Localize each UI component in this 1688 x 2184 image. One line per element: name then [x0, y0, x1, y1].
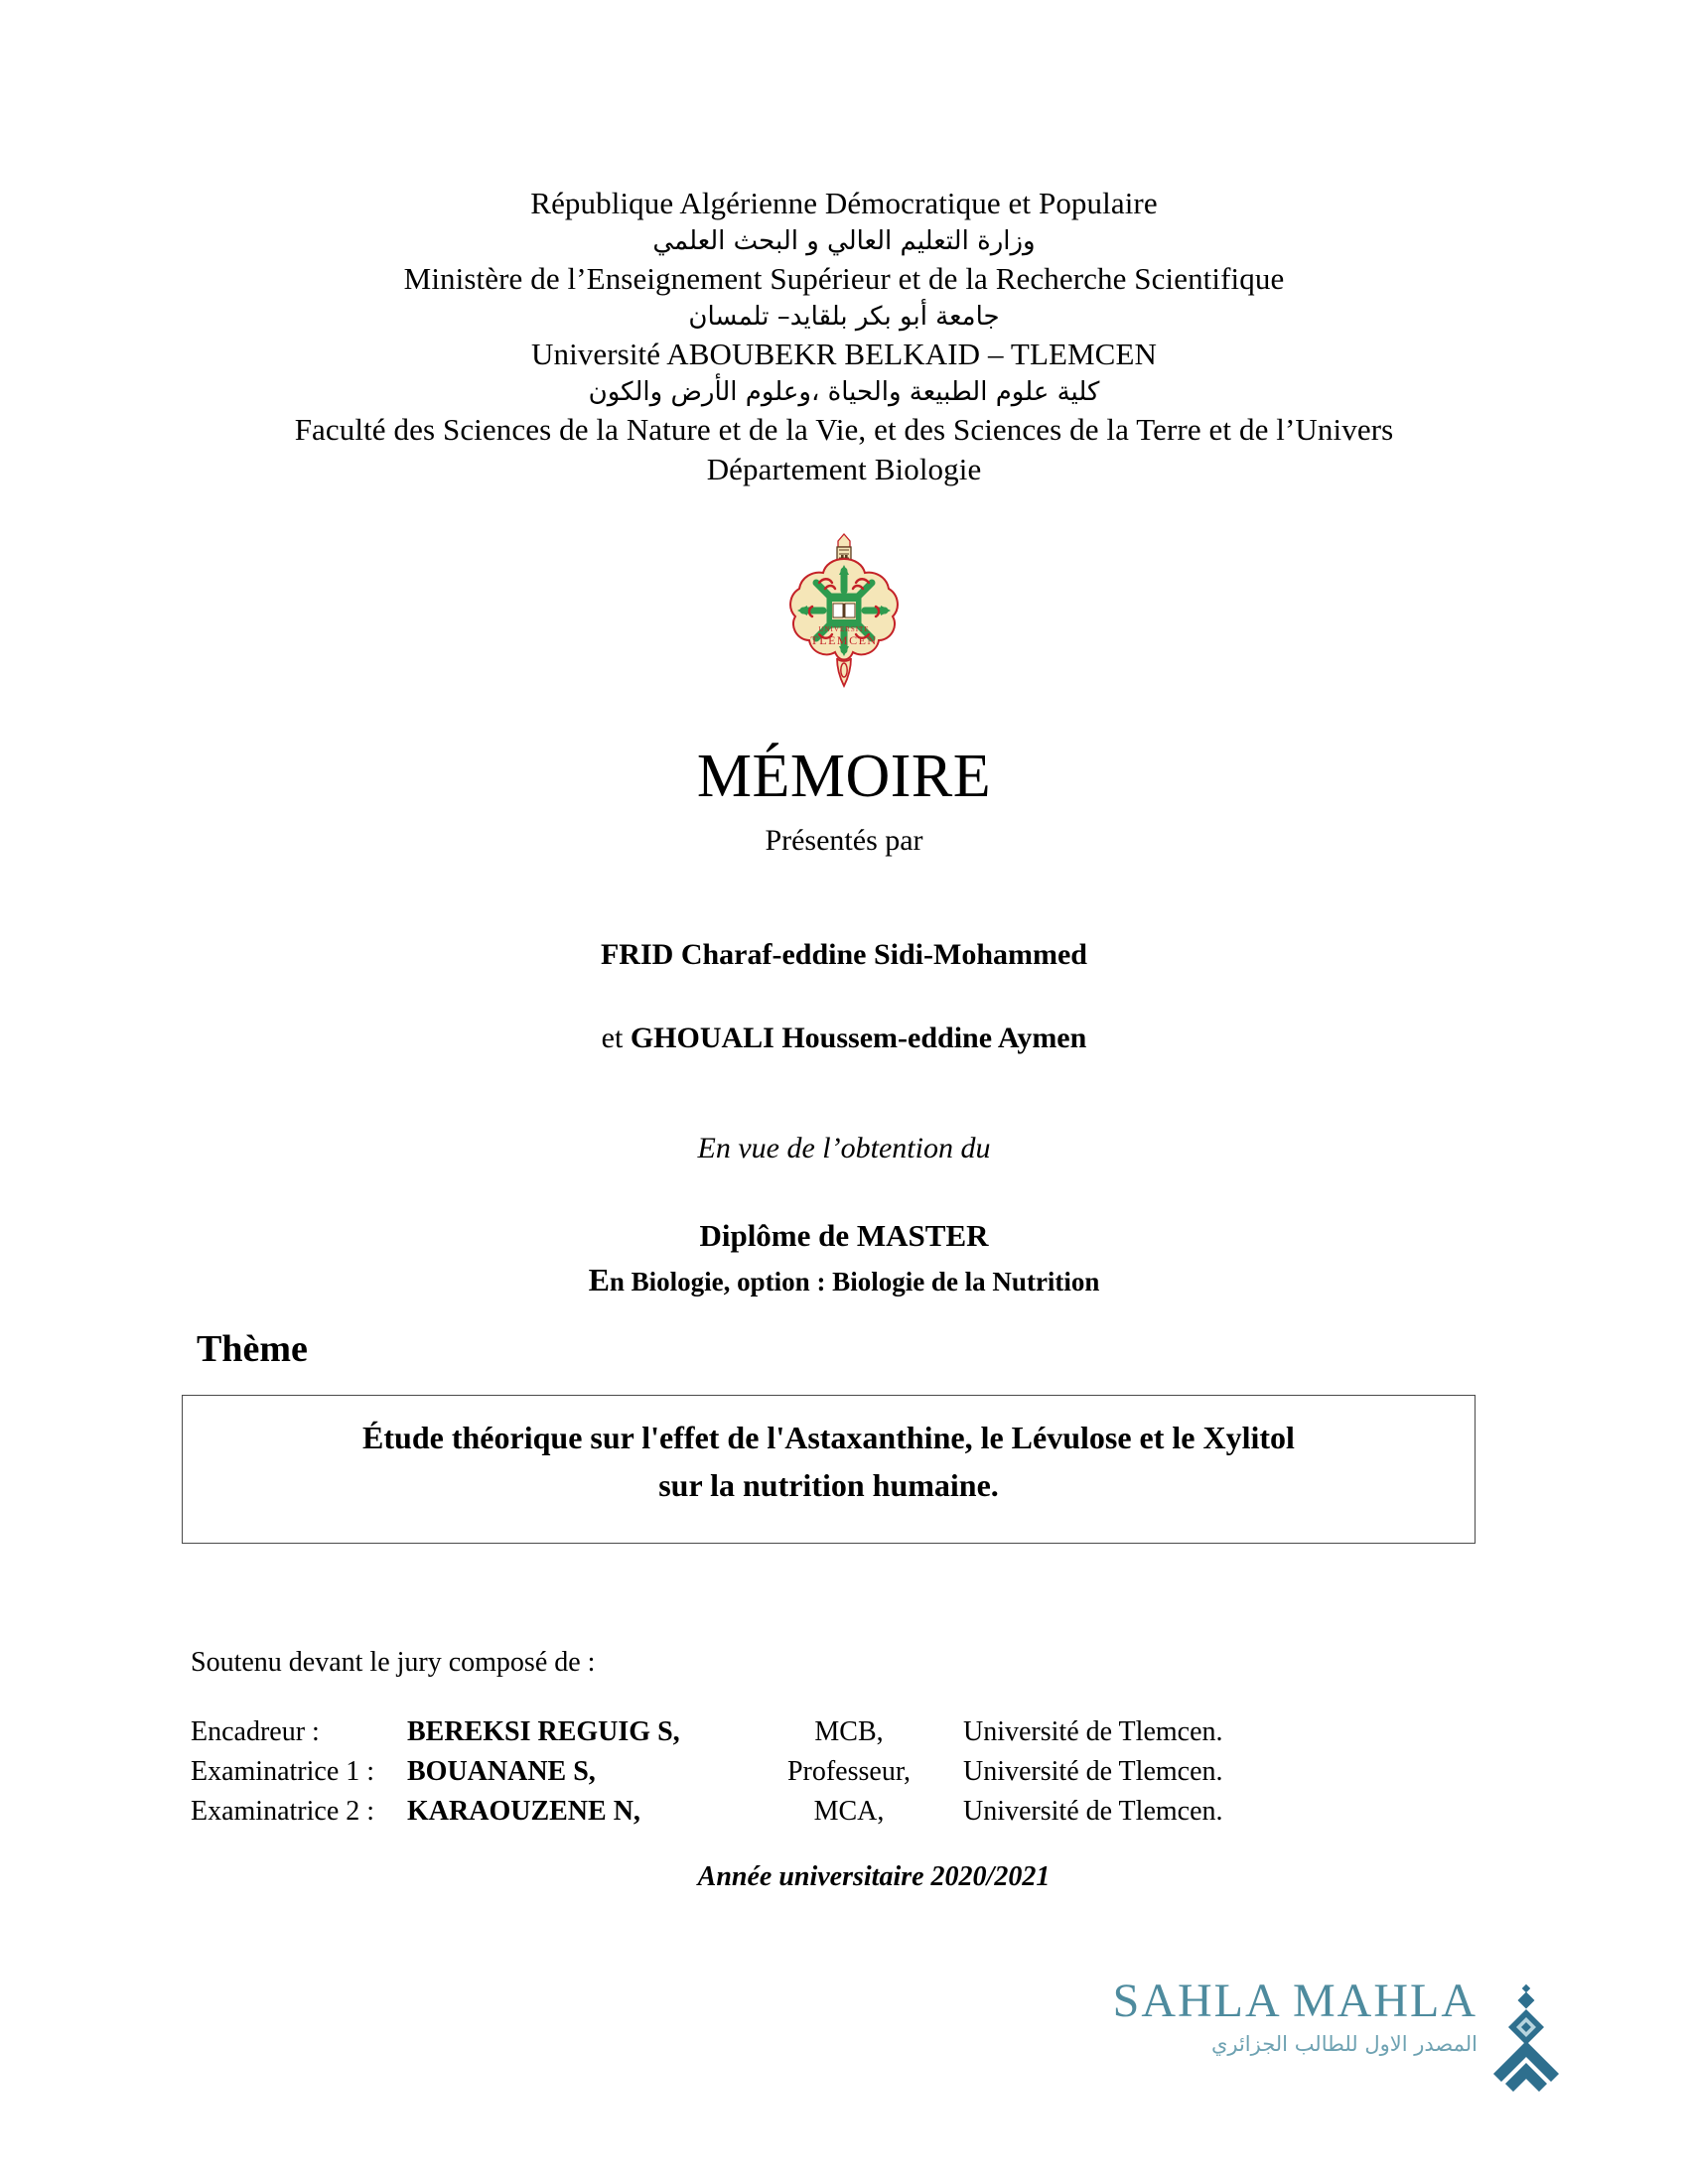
header-line-department: Département Biologie [706, 452, 982, 486]
jury-name-0: BEREKSI REGUIG S, [407, 1716, 680, 1747]
degree-intro: En vue de l’obtention du [697, 1132, 991, 1164]
jury-name-1: BOUANANE S, [407, 1756, 596, 1787]
logo-text-tlemcen: TLEMCEN [810, 633, 878, 647]
author-two [0, 1017, 1688, 1060]
theme-box [182, 1395, 1476, 1544]
logo-text-universite: UNIVERSITE [818, 625, 870, 633]
header-line-faculty-fr: Faculté des Sciences de la Nature et de la Vie, et des Sciences de la Terre et de l’Univers [294, 412, 1394, 447]
header-line-country: République Algérienne Démocratique et Populaire [530, 186, 1158, 220]
institution-header [0, 184, 1688, 489]
watermark-text [1110, 1976, 1485, 2059]
degree-option-capital: E [588, 1262, 610, 1297]
author-two-prefix: et [601, 1022, 631, 1054]
degree-option-text: n Biologie, option : Biologie de la Nutrition [609, 1267, 1100, 1297]
jury-intro: Soutenu devant le jury composé de : [191, 1647, 596, 1678]
jury-univ-1: Université de Tlemcen. [963, 1756, 1223, 1787]
author-one-name: FRID Charaf-eddine Sidi-Mohammed [600, 938, 1087, 971]
jury-grade-2: MCA, [813, 1796, 885, 1827]
header-line-university-ar: جامعة أبو بكر بلقايد– تلمسان [688, 302, 1000, 332]
jury-table [191, 1712, 1382, 1832]
sahla-mahla-diamond-icon [1485, 1983, 1567, 2093]
sahla-mahla-watermark [1110, 1976, 1567, 2095]
memoire-title: MÉMOIRE [696, 743, 992, 810]
table-row [191, 1792, 1382, 1832]
theme-title [183, 1396, 1475, 1509]
university-logo [779, 531, 909, 690]
table-row [191, 1752, 1382, 1792]
table-row [191, 1712, 1382, 1752]
theme-title-line1: Étude théorique sur l'effet de l'Astaxanthine, le Lévulose et le Xylitol [362, 1420, 1295, 1455]
authors-block [0, 933, 1688, 1060]
degree-block [0, 1127, 1688, 1301]
watermark-title: SAHLA MAHLA [1112, 1975, 1477, 2027]
jury-grade-1: Professeur, [786, 1756, 912, 1787]
open-book-icon [831, 601, 857, 620]
academic-year: Année universitaire 2020/2021 [697, 1861, 1051, 1892]
memoire-subtitle: Présentés par [765, 824, 923, 857]
jury-grade-0: MCB, [814, 1716, 884, 1747]
degree-name: Diplôme de MASTER [699, 1218, 989, 1253]
theme-title-line2: sur la nutrition humaine. [658, 1467, 999, 1503]
watermark-subtitle: المصدر الاول للطالب الجزائري [1210, 2032, 1477, 2056]
header-line-ministry-ar: وزارة التعليم العالي و البحث العلمي [652, 226, 1036, 256]
jury-role-0: Encadreur : [191, 1716, 320, 1747]
jury-univ-2: Université de Tlemcen. [963, 1796, 1223, 1827]
header-line-university-fr: Université ABOUBEKR BELKAID – TLEMCEN [531, 337, 1157, 371]
jury-role-1: Examinatrice 1 : [191, 1756, 375, 1787]
jury-univ-0: Université de Tlemcen. [963, 1716, 1223, 1747]
author-one [0, 933, 1688, 977]
header-line-ministry-fr: Ministère de l’Enseignement Supérieur et de la Recherche Scientifique [403, 261, 1285, 296]
jury-role-2: Examinatrice 2 : [191, 1796, 375, 1827]
jury-name-2: KARAOUZENE N, [407, 1796, 640, 1827]
degree-option [0, 1260, 1688, 1301]
header-line-faculty-ar: كلية علوم الطبيعة والحياة ،وعلوم الأرض والكون [588, 377, 1100, 407]
author-two-name: GHOUALI Houssem-eddine Aymen [630, 1022, 1087, 1054]
memoire-block [0, 740, 1688, 863]
theme-label: Thème [197, 1328, 308, 1370]
